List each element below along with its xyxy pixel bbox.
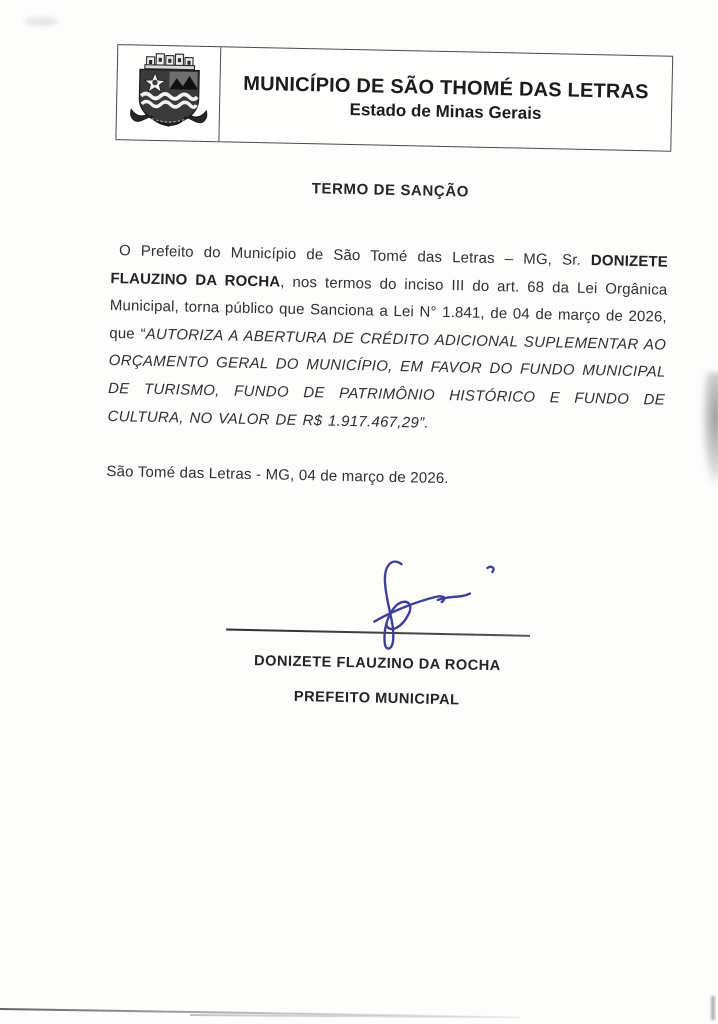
municipality-name: MUNICÍPIO DE SÃO THOMÉ DAS LETRAS (243, 72, 649, 103)
handwritten-signature-icon (338, 553, 530, 657)
quote-closing: ”. (418, 414, 430, 432)
paragraph-intro: O Prefeito do Município de São Tomé das Letras – MG, Sr. (118, 242, 592, 270)
scan-speck-top-left (24, 17, 58, 26)
scan-mark-bottom-right (711, 996, 715, 1020)
signer-name: DONIZETE FLAUZINO DA ROCHA (253, 653, 501, 675)
law-quote: AUTORIZA A ABERTURA DE CRÉDITO ADICIONAL SUPLEMENTAR AO ORÇAMENTO GERAL DO MUNICÍPIO, EM FAVOR DO FUNDO MUNICIPAL DE TURISMO, FUNDO DE PATRIMÔNIO HISTÓRICO E FUNDO DE CULTURA, NO VALOR DE R$ 1.917.467,29 (107, 325, 667, 432)
letterhead-text (219, 47, 672, 150)
sanction-paragraph (107, 237, 668, 442)
date-location-line: São Tomé das Letras - MG, 04 de março de 2026. (106, 462, 449, 488)
letterhead (115, 44, 673, 152)
signer-role: PREFEITO MUNICIPAL (293, 688, 460, 709)
municipal-coat-of-arms-icon (127, 49, 209, 137)
scan-smudge-right-edge (702, 372, 718, 484)
state-name: Estado de Minas Gerais (349, 99, 542, 123)
coat-of-arms-cell (116, 45, 221, 141)
paragraph-middle: , nos termos do inciso III do art. 68 da Lei Orgânica Municipal, torna público que Sanciona a Lei N° 1.841, de 04 de março de 2026, que “ (109, 273, 668, 343)
mayor-name-inline: DONIZETE FLAUZINO DA ROCHA (110, 252, 669, 291)
document-title: TERMO DE SANÇÃO (311, 180, 470, 201)
